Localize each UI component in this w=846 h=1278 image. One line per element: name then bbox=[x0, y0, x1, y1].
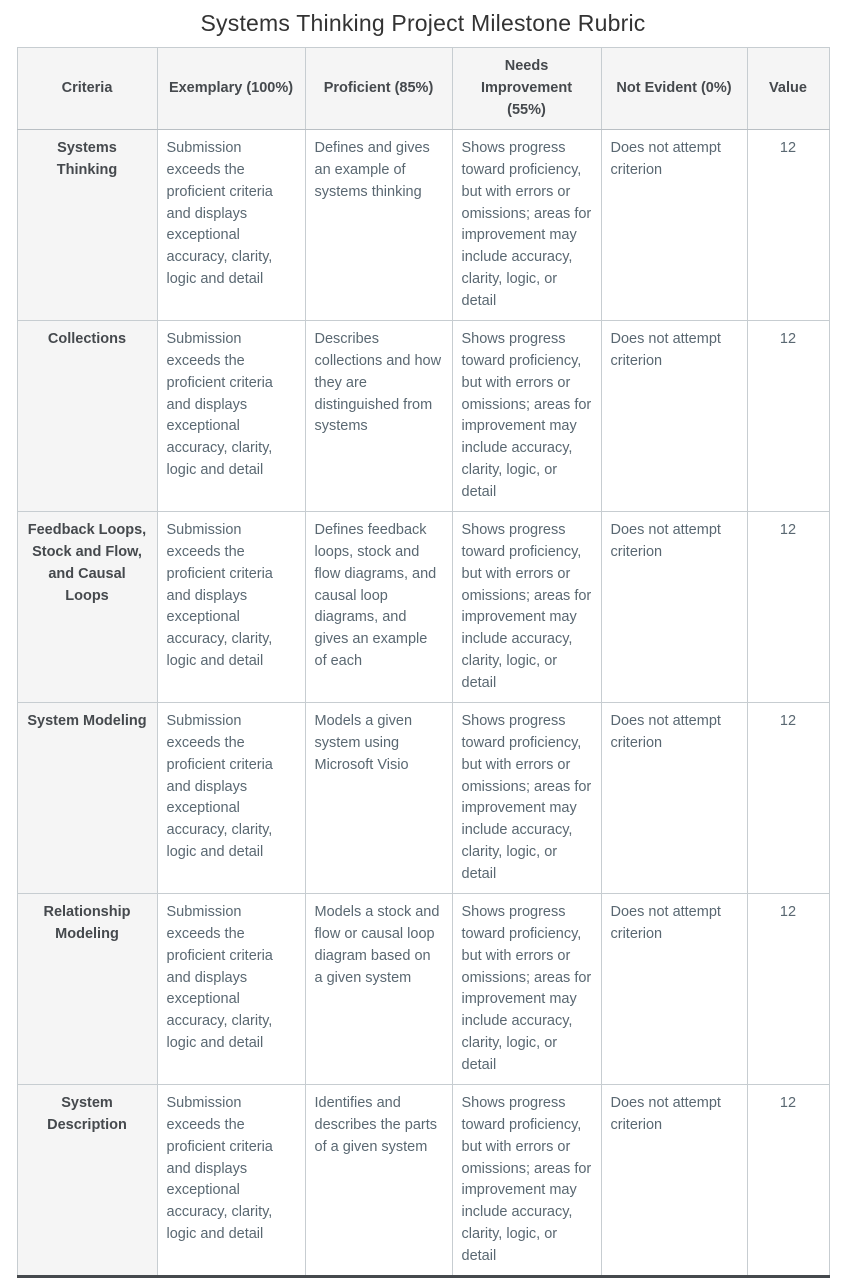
criteria-cell: Relationship Modeling bbox=[17, 894, 157, 1085]
exemplary-cell: Submission exceeds the proficient criteria and displays exceptional accuracy, clarity, logic and detail bbox=[157, 703, 305, 894]
proficient-cell: Identifies and describes the parts of a given system bbox=[305, 1085, 452, 1277]
needs-improvement-cell: Shows progress toward proficiency, but with errors or omissions; areas for improvement may include accuracy, clarity, logic, or detail bbox=[452, 512, 601, 703]
table-row bbox=[17, 512, 829, 703]
table-row bbox=[17, 1085, 829, 1277]
criteria-cell: Systems Thinking bbox=[17, 130, 157, 321]
table-row bbox=[17, 130, 829, 321]
value-cell: 12 bbox=[747, 512, 829, 703]
value-cell: 12 bbox=[747, 130, 829, 321]
needs-improvement-cell: Shows progress toward proficiency, but with errors or omissions; areas for improvement may include accuracy, clarity, logic, or detail bbox=[452, 130, 601, 321]
not-evident-cell: Does not attempt criterion bbox=[601, 130, 747, 321]
table-body bbox=[17, 130, 829, 1277]
proficient-cell: Models a stock and flow or causal loop diagram based on a given system bbox=[305, 894, 452, 1085]
needs-improvement-cell: Shows progress toward proficiency, but with errors or omissions; areas for improvement may include accuracy, clarity, logic, or detail bbox=[452, 894, 601, 1085]
proficient-cell: Describes collections and how they are distinguished from systems bbox=[305, 321, 452, 512]
header-row bbox=[17, 48, 829, 130]
column-header-not-evident: Not Evident (0%) bbox=[601, 48, 747, 130]
not-evident-cell: Does not attempt criterion bbox=[601, 321, 747, 512]
value-cell: 12 bbox=[747, 894, 829, 1085]
needs-improvement-cell: Shows progress toward proficiency, but with errors or omissions; areas for improvement may include accuracy, clarity, logic, or detail bbox=[452, 321, 601, 512]
table-header bbox=[17, 48, 829, 130]
exemplary-cell: Submission exceeds the proficient criteria and displays exceptional accuracy, clarity, logic and detail bbox=[157, 894, 305, 1085]
criteria-cell: System Description bbox=[17, 1085, 157, 1277]
proficient-cell: Defines and gives an example of systems thinking bbox=[305, 130, 452, 321]
not-evident-cell: Does not attempt criterion bbox=[601, 512, 747, 703]
column-header-proficient: Proficient (85%) bbox=[305, 48, 452, 130]
exemplary-cell: Submission exceeds the proficient criteria and displays exceptional accuracy, clarity, logic and detail bbox=[157, 512, 305, 703]
table-row bbox=[17, 321, 829, 512]
column-header-value: Value bbox=[747, 48, 829, 130]
needs-improvement-cell: Shows progress toward proficiency, but with errors or omissions; areas for improvement may include accuracy, clarity, logic, or detail bbox=[452, 703, 601, 894]
value-cell: 12 bbox=[747, 1085, 829, 1277]
proficient-cell: Models a given system using Microsoft Visio bbox=[305, 703, 452, 894]
rubric-table bbox=[17, 47, 830, 1278]
exemplary-cell: Submission exceeds the proficient criteria and displays exceptional accuracy, clarity, logic and detail bbox=[157, 321, 305, 512]
not-evident-cell: Does not attempt criterion bbox=[601, 703, 747, 894]
value-cell: 12 bbox=[747, 321, 829, 512]
criteria-cell: System Modeling bbox=[17, 703, 157, 894]
criteria-cell: Feedback Loops, Stock and Flow, and Causal Loops bbox=[17, 512, 157, 703]
exemplary-cell: Submission exceeds the proficient criteria and displays exceptional accuracy, clarity, logic and detail bbox=[157, 130, 305, 321]
needs-improvement-cell: Shows progress toward proficiency, but with errors or omissions; areas for improvement may include accuracy, clarity, logic, or detail bbox=[452, 1085, 601, 1277]
proficient-cell: Defines feedback loops, stock and flow diagrams, and causal loop diagrams, and gives an example of each bbox=[305, 512, 452, 703]
value-cell: 12 bbox=[747, 703, 829, 894]
column-header-needs-improvement: Needs Improvement (55%) bbox=[452, 48, 601, 130]
criteria-cell: Collections bbox=[17, 321, 157, 512]
table-row bbox=[17, 894, 829, 1085]
page-title: Systems Thinking Project Milestone Rubric bbox=[200, 10, 646, 36]
exemplary-cell: Submission exceeds the proficient criteria and displays exceptional accuracy, clarity, logic and detail bbox=[157, 1085, 305, 1277]
not-evident-cell: Does not attempt criterion bbox=[601, 894, 747, 1085]
column-header-criteria: Criteria bbox=[17, 48, 157, 130]
table-row bbox=[17, 703, 829, 894]
not-evident-cell: Does not attempt criterion bbox=[601, 1085, 747, 1277]
column-header-exemplary: Exemplary (100%) bbox=[157, 48, 305, 130]
